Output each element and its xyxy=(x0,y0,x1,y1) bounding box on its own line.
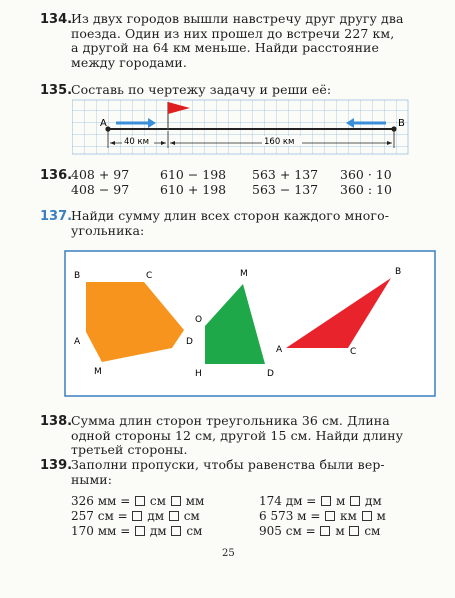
expression: 408 − 97 xyxy=(71,182,130,197)
unit-label: км xyxy=(340,509,357,523)
page-number: 25 xyxy=(222,548,235,559)
problem-138-text xyxy=(71,414,446,458)
problem-137-line: Найди сумму длин всех сторон каждого много- xyxy=(71,208,390,223)
unit-label: дм xyxy=(149,524,167,538)
problem-138-line: одной стороны 12 см, другой 15 см. Найди длину xyxy=(71,427,404,443)
vertex-label: D xyxy=(186,337,193,347)
problem-138-number: 138. xyxy=(40,414,73,429)
blank-box[interactable] xyxy=(171,526,181,536)
problem-135-number: 135. xyxy=(40,83,73,98)
point-b-dot xyxy=(391,126,396,131)
conversion-row xyxy=(259,509,386,523)
problem-137-text xyxy=(71,209,446,238)
vertex-label: B xyxy=(395,267,402,277)
problem-134-text xyxy=(71,12,446,70)
vertex-label: C xyxy=(146,271,153,281)
problem-138-line: третьей стороны. xyxy=(71,442,188,457)
problem-139-line: Заполни пропуски, чтобы равенства были вер- xyxy=(71,457,385,472)
problem-139-number: 139. xyxy=(40,458,73,473)
conversion-value: 326 мм = xyxy=(71,494,131,508)
vertex-label: B xyxy=(74,271,81,281)
problem-134-line: Из двух городов вышли навстречу друг другу два xyxy=(71,11,404,26)
problem-139-line: ными: xyxy=(71,471,113,487)
unit-label: м xyxy=(376,509,386,523)
expression: 563 + 137 xyxy=(252,167,319,182)
vertex-label: C xyxy=(350,347,357,357)
expression: 610 + 198 xyxy=(160,182,227,197)
expression: 408 + 97 xyxy=(71,167,130,182)
distance-diagram xyxy=(72,98,432,160)
unit-label: см xyxy=(364,524,381,538)
conversion-row xyxy=(259,494,382,508)
problem-138-line: Сумма длин сторон треугольника 36 см. Длина xyxy=(71,413,390,428)
blank-box[interactable] xyxy=(320,526,330,536)
problem-135-text: Составь по чертежу задачу и реши её: xyxy=(71,82,332,97)
conversion-value: 257 см = xyxy=(71,509,128,523)
problem-139-text xyxy=(71,458,446,487)
unit-label: см xyxy=(186,524,203,538)
blank-box[interactable] xyxy=(171,496,181,506)
blank-box[interactable] xyxy=(349,526,359,536)
expression: 360 · 10 xyxy=(340,167,392,182)
conversion-row xyxy=(71,509,200,523)
unit-label: дм xyxy=(147,509,165,523)
problem-134-line: а другой на 64 км меньше. Найди расстояние xyxy=(71,40,379,55)
blank-box[interactable] xyxy=(325,511,335,521)
unit-label: м xyxy=(335,494,346,508)
point-b-label: B xyxy=(398,118,405,129)
segment-40-label: 40 км xyxy=(124,137,150,147)
expression: 563 − 137 xyxy=(252,182,319,197)
unit-label: см xyxy=(149,494,166,508)
problem-134-line: между городами. xyxy=(71,54,187,70)
problem-136-number: 136. xyxy=(40,168,73,183)
vertex-label: D xyxy=(267,369,274,379)
conversion-value: 905 см = xyxy=(259,524,316,538)
problem-137-number: 137. xyxy=(40,209,73,224)
conversion-row xyxy=(71,524,202,538)
blank-box[interactable] xyxy=(350,496,360,506)
blank-box[interactable] xyxy=(132,511,142,521)
conversion-row xyxy=(71,494,204,508)
blank-box[interactable] xyxy=(169,511,179,521)
conversion-value: 174 дм = xyxy=(259,494,317,508)
vertex-label: A xyxy=(276,345,283,355)
unit-label: дм xyxy=(364,494,382,508)
vertex-label: M xyxy=(240,269,248,279)
blank-box[interactable] xyxy=(362,511,372,521)
blank-box[interactable] xyxy=(135,526,145,536)
expression: 360 : 10 xyxy=(340,182,392,197)
expression: 610 − 198 xyxy=(160,167,227,182)
vertex-label: H xyxy=(195,369,202,379)
problem-137-line: угольника: xyxy=(71,222,145,238)
blank-box[interactable] xyxy=(135,496,145,506)
conversion-value: 6 573 м = xyxy=(259,509,321,523)
point-a-label: A xyxy=(100,118,107,129)
vertex-label: O xyxy=(195,315,203,325)
vertex-label: M xyxy=(94,367,102,377)
segment-160-label: 160 км xyxy=(264,137,295,147)
blank-box[interactable] xyxy=(321,496,331,506)
vertex-label: A xyxy=(74,337,81,347)
problem-134-line: поезда. Один из них прошел до встречи 227 км, xyxy=(71,25,395,41)
unit-label: мм xyxy=(185,494,205,508)
conversion-value: 170 мм = xyxy=(71,524,131,538)
unit-label: м xyxy=(335,524,345,538)
conversion-row xyxy=(259,524,380,538)
unit-label: см xyxy=(183,509,200,523)
polygons-figure xyxy=(64,250,436,397)
problem-134-number: 134. xyxy=(40,12,73,27)
